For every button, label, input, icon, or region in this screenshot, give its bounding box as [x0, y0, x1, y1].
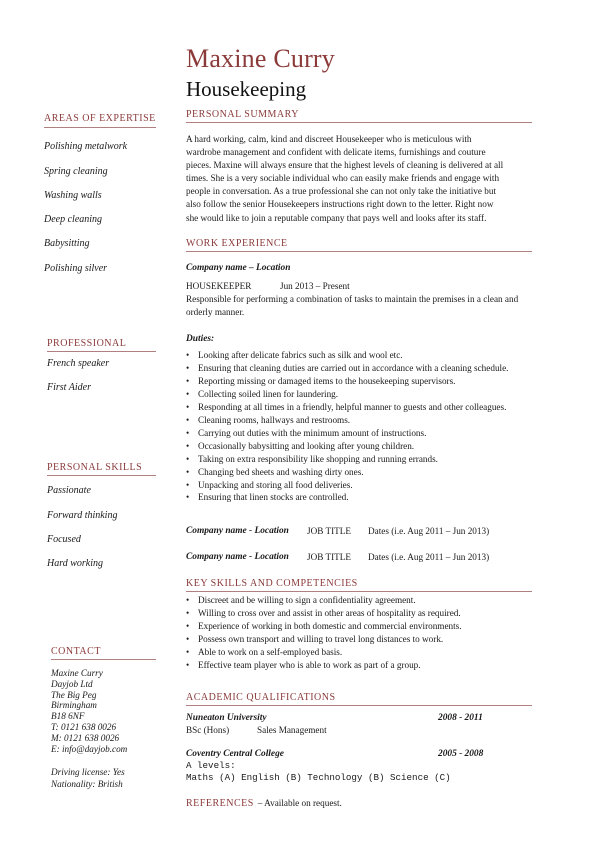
job-role-title: Housekeeping	[186, 77, 307, 101]
candidate-name: Maxine Curry	[186, 44, 335, 73]
personal-skills-heading: PERSONAL SKILLS	[47, 462, 143, 473]
skill-item: • Effective team player who is able to work as part of a group.	[186, 659, 462, 672]
professional-rule	[47, 351, 156, 352]
professional-heading: PROFESSIONAL	[47, 338, 127, 349]
duty-item: • Taking on extra responsibility like shopping and running errands.	[186, 453, 508, 466]
references-heading: REFERENCES	[186, 798, 254, 809]
duties-label: Duties:	[186, 334, 215, 344]
company-name-2: Company name - Location	[186, 526, 289, 536]
contact-postcode: B18 6NF	[51, 711, 85, 722]
experience-rule	[186, 251, 532, 252]
expertise-heading: AREAS OF EXPERTISE	[44, 113, 156, 124]
degree-2: A levels:	[186, 760, 236, 771]
job-dates-1: Jun 2013 – Present	[280, 281, 350, 291]
duty-item: • Unpacking and storing all food deliveries.	[186, 479, 508, 492]
nationality: Nationality: British	[51, 779, 123, 789]
summary-line: also follow the senior Housekeepers instructions right down to the letter. Right now	[186, 199, 494, 210]
skill-item: • Willing to cross over and assist in other areas of hospitality as required.	[186, 607, 462, 620]
school-years-1: 2008 - 2011	[438, 713, 483, 723]
contact-name: Maxine Curry	[51, 668, 103, 678]
contact-block	[51, 668, 127, 754]
duty-item: • Reporting missing or damaged items to the housekeeping supervisors.	[186, 375, 508, 388]
summary-line: pieces. Maxine will always ensure that the highest levels of cleaning is delivered at all	[186, 160, 504, 171]
school-name-2: Coventry Central College	[186, 749, 284, 759]
degree-1: BSc (Hons)	[186, 725, 230, 735]
school-years-2: 2005 - 2008	[438, 749, 484, 759]
duty-item: • Responding at all times in a friendly, helpful manner to guests and other colleagues.	[186, 401, 508, 414]
company-name-1: Company name – Location	[186, 263, 291, 273]
summary-line: A hard working, calm, kind and discreet Housekeeper who is meticulous with	[186, 134, 472, 144]
responsibility-line: Responsible for performing a combination of tasks to maintain the premises in a clean and	[186, 294, 519, 304]
professional-item: First Aider	[47, 382, 91, 393]
expertise-item: Deep cleaning	[44, 214, 103, 225]
summary-line: times. She is a very sociable individual who can easily make friends and engage with	[186, 173, 500, 184]
contact-street: The Big Peg	[51, 689, 97, 700]
duty-item: • Looking after delicate fabrics such as silk and wool etc.	[186, 349, 508, 362]
expertise-item: Polishing metalwork	[44, 141, 128, 152]
summary-rule	[186, 122, 532, 123]
skill-item: • Discreet and be willing to sign a confidentiality agreement.	[186, 594, 462, 607]
summary-text	[186, 133, 546, 225]
duty-item: • Ensuring that linen stocks are controlled.	[186, 491, 508, 504]
summary-heading: PERSONAL SUMMARY	[186, 109, 299, 120]
responsibility-line: orderly manner.	[186, 307, 245, 318]
job-dates-2: Dates (i.e. Aug 2011 – Jun 2013)	[368, 526, 490, 536]
job-title-3: JOB TITLE	[307, 552, 351, 562]
skill-item: • Experience of working in both domestic and commercial environments.	[186, 620, 462, 633]
skill-item: • Possess own transport and willing to travel long distances to work.	[186, 633, 462, 646]
contact-rule	[51, 659, 156, 660]
experience-heading: WORK EXPERIENCE	[186, 238, 288, 249]
subject-2: Maths (A) English (B) Technology (B) Science (C)	[186, 772, 451, 783]
contact-heading: CONTACT	[51, 646, 101, 657]
expertise-item: Spring cleaning	[44, 166, 108, 177]
expertise-item: Babysitting	[44, 238, 90, 249]
duty-item: • Changing bed sheets and washing dirty ones.	[186, 466, 508, 479]
company-name-3: Company name - Location	[186, 552, 289, 562]
duty-item: • Ensuring that cleaning duties are carried out in accordance with a cleaning schedule.	[186, 362, 508, 375]
job-title-2: JOB TITLE	[307, 526, 351, 536]
school-name-1: Nuneaton University	[186, 713, 267, 723]
skills-rule	[186, 591, 532, 592]
contact-mobile: M: 0121 638 0026	[51, 732, 120, 743]
summary-line: she would like to join a reputable company that pays well and looks after its staff.	[186, 212, 487, 223]
duties-list	[186, 349, 508, 504]
contact-city: Birmingham	[51, 700, 97, 711]
expertise-item: Washing walls	[44, 190, 102, 201]
education-heading: ACADEMIC QUALIFICATIONS	[186, 692, 336, 703]
job-dates-3: Dates (i.e. Aug 2011 – Jun 2013)	[368, 552, 490, 562]
responsibilities-text	[186, 293, 518, 319]
duty-item: • Occasionally babysitting and looking after young children.	[186, 440, 508, 453]
personal-skill-item: Hard working	[47, 558, 104, 569]
duty-item: • Cleaning rooms, hallways and restrooms.	[186, 414, 508, 427]
skills-list	[186, 594, 462, 672]
duty-item: • Collecting soiled linen for laundering.	[186, 388, 508, 401]
contact-company: Dayjob Ltd	[51, 678, 93, 689]
references-line	[186, 793, 342, 811]
summary-line: wardrobe management and confident with delicate items, furnishings and couture	[186, 147, 486, 158]
professional-item: French speaker	[47, 358, 110, 369]
contact-email: E: info@dayjob.com	[51, 743, 128, 754]
duty-item: • Carrying out duties with the minimum amount of instructions.	[186, 427, 508, 440]
personal-skill-item: Focused	[47, 534, 81, 545]
expertise-item: Polishing silver	[44, 263, 108, 274]
subject-1: Sales Management	[257, 725, 327, 735]
contact-telephone: T: 0121 638 0026	[51, 721, 117, 732]
driving-license: Driving license: Yes	[51, 767, 125, 777]
skills-heading: KEY SKILLS AND COMPETENCIES	[186, 578, 358, 589]
summary-line: people in conversation. As a true professional she can not only take the initiative but	[186, 186, 496, 197]
personal-skill-item: Passionate	[47, 485, 91, 496]
personal-skill-item: Forward thinking	[47, 510, 118, 521]
expertise-rule	[44, 127, 156, 128]
references-text: – Available on request.	[257, 798, 342, 808]
job-title-1: HOUSEKEEPER	[186, 281, 252, 291]
skill-item: • Able to work on a self-employed basis.	[186, 646, 462, 659]
education-rule	[186, 705, 532, 706]
personal-skills-rule	[47, 475, 156, 476]
